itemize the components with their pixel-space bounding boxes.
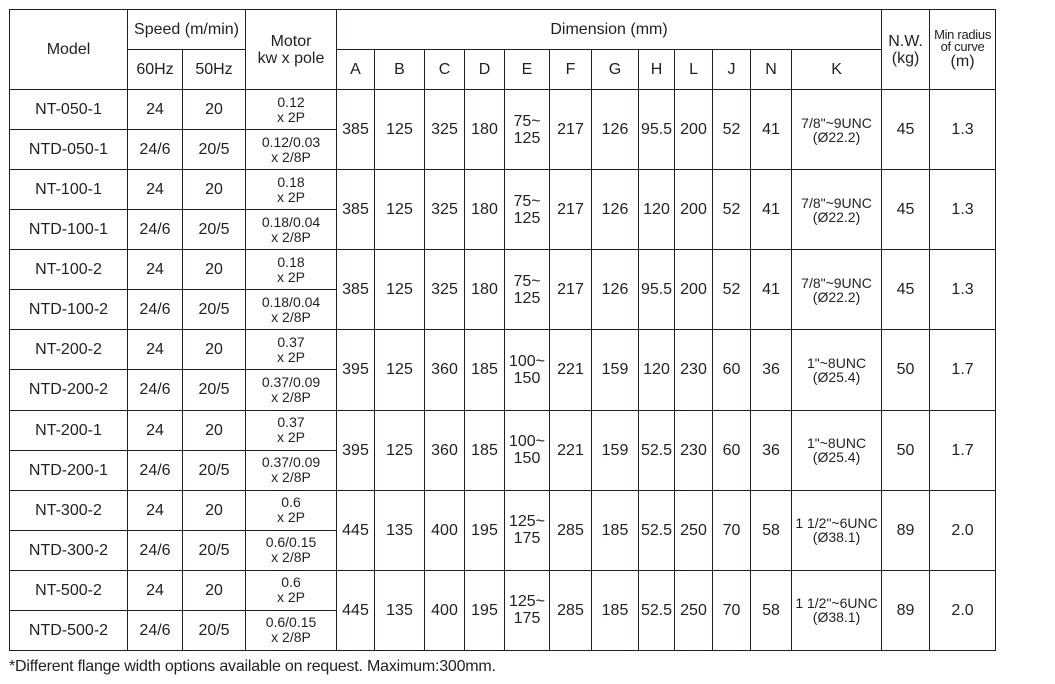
motor-cell bbox=[246, 490, 337, 530]
dim-e-max: 175 bbox=[513, 530, 541, 548]
motor-pole: x 2/8P bbox=[271, 228, 311, 245]
table-row bbox=[10, 330, 996, 370]
motor-kw: 0.12 bbox=[277, 93, 305, 110]
radius-cell: 1.7 bbox=[930, 330, 996, 410]
header-nw-line1: N.W. bbox=[888, 32, 923, 50]
motor-kw: 0.37 bbox=[277, 414, 305, 431]
speed-60hz-cell: 24 bbox=[128, 570, 183, 610]
radius-cell: 1.3 bbox=[930, 90, 996, 170]
radius-cell: 1.3 bbox=[930, 170, 996, 250]
dim-k-cell bbox=[792, 410, 882, 490]
dim-k-cell bbox=[792, 170, 882, 250]
dim-l-cell: 250 bbox=[675, 490, 713, 570]
dim-c-cell: 325 bbox=[425, 250, 465, 330]
header-dim-b: B bbox=[375, 50, 425, 90]
motor-kw: 0.37 bbox=[277, 333, 305, 350]
dim-l-cell: 200 bbox=[675, 170, 713, 250]
motor-kw: 0.18/0.04 bbox=[261, 213, 321, 230]
header-dim-g: G bbox=[592, 50, 639, 90]
dim-d-cell: 180 bbox=[465, 90, 505, 170]
dim-k-cell bbox=[792, 250, 882, 330]
table-row bbox=[10, 250, 996, 290]
header-dim-l: L bbox=[675, 50, 713, 90]
dim-b-cell: 135 bbox=[375, 490, 425, 570]
speed-60hz-cell: 24 bbox=[128, 490, 183, 530]
speed-60hz-cell: 24/6 bbox=[128, 290, 183, 330]
table-row bbox=[10, 90, 996, 130]
dim-e-min: 125~ bbox=[508, 513, 546, 531]
dim-k-cell bbox=[792, 490, 882, 570]
dim-g-cell: 159 bbox=[592, 330, 639, 410]
dim-n-cell: 41 bbox=[751, 90, 792, 170]
table-row bbox=[10, 490, 996, 530]
motor-pole: x 2/8P bbox=[271, 308, 311, 325]
header-nw-line2: (kg) bbox=[891, 49, 920, 67]
dim-l-cell: 200 bbox=[675, 250, 713, 330]
speed-60hz-cell: 24/6 bbox=[128, 530, 183, 570]
footnote: *Different flange width options available on request. Maximum:300mm. bbox=[9, 658, 496, 675]
dim-k-cell bbox=[792, 330, 882, 410]
dim-f-cell: 285 bbox=[550, 490, 592, 570]
speed-60hz-cell: 24 bbox=[128, 90, 183, 130]
dim-l-cell: 200 bbox=[675, 90, 713, 170]
dim-k-diameter: (Ø25.4) bbox=[812, 368, 861, 385]
motor-cell bbox=[246, 570, 337, 610]
dim-f-cell: 285 bbox=[550, 570, 592, 650]
motor-cell bbox=[246, 170, 337, 210]
header-50hz: 50Hz bbox=[183, 50, 246, 90]
header-radius bbox=[930, 10, 996, 90]
motor-kw: 0.18 bbox=[277, 173, 305, 190]
motor-kw: 0.37/0.09 bbox=[261, 373, 321, 390]
speed-50hz-cell: 20 bbox=[183, 250, 246, 290]
speed-50hz-cell: 20 bbox=[183, 410, 246, 450]
dim-g-cell: 185 bbox=[592, 490, 639, 570]
model-cell: NT-050-1 bbox=[10, 90, 128, 130]
header-model: Model bbox=[10, 10, 128, 90]
dim-k-thread: 7/8"~9UNC bbox=[801, 274, 872, 291]
dim-k-diameter: (Ø22.2) bbox=[812, 288, 861, 305]
dim-c-cell: 360 bbox=[425, 410, 465, 490]
dim-e-max: 125 bbox=[513, 129, 541, 147]
header-dimension: Dimension (mm) bbox=[337, 10, 882, 50]
dim-g-cell: 126 bbox=[592, 250, 639, 330]
motor-pole: x 2P bbox=[277, 429, 306, 446]
dim-k-thread: 1"~8UNC bbox=[807, 435, 867, 452]
nw-cell: 45 bbox=[882, 90, 930, 170]
dim-h-cell: 52.5 bbox=[639, 490, 675, 570]
dim-j-cell: 70 bbox=[713, 570, 751, 650]
motor-kw: 0.6/0.15 bbox=[265, 534, 317, 551]
speed-60hz-cell: 24 bbox=[128, 410, 183, 450]
dim-n-cell: 36 bbox=[751, 330, 792, 410]
speed-50hz-cell: 20/5 bbox=[183, 610, 246, 650]
header-radius-line1: Min radius bbox=[934, 27, 992, 42]
dim-e-cell bbox=[505, 170, 550, 250]
table-row bbox=[10, 170, 996, 210]
dim-n-cell: 58 bbox=[751, 490, 792, 570]
model-cell: NT-200-1 bbox=[10, 410, 128, 450]
dim-c-cell: 325 bbox=[425, 90, 465, 170]
model-cell: NT-100-2 bbox=[10, 250, 128, 290]
speed-60hz-cell: 24/6 bbox=[128, 210, 183, 250]
dim-e-cell bbox=[505, 490, 550, 570]
header-radius-line2: of curve bbox=[940, 39, 985, 54]
dim-e-cell bbox=[505, 410, 550, 490]
motor-cell bbox=[246, 250, 337, 290]
model-cell: NTD-100-2 bbox=[10, 290, 128, 330]
header-dim-f: F bbox=[550, 50, 592, 90]
dim-h-cell: 52.5 bbox=[639, 570, 675, 650]
header-motor-line2: kw x pole bbox=[257, 49, 325, 67]
dim-h-cell: 95.5 bbox=[639, 250, 675, 330]
speed-50hz-cell: 20 bbox=[183, 170, 246, 210]
motor-pole: x 2/8P bbox=[271, 469, 311, 486]
speed-50hz-cell: 20 bbox=[183, 90, 246, 130]
dim-e-cell bbox=[505, 250, 550, 330]
dim-k-thread: 1 1/2"~6UNC bbox=[795, 595, 878, 612]
header-dim-e: E bbox=[505, 50, 550, 90]
motor-cell bbox=[246, 330, 337, 370]
dim-f-cell: 217 bbox=[550, 90, 592, 170]
dim-e-max: 150 bbox=[513, 450, 541, 468]
speed-60hz-cell: 24/6 bbox=[128, 130, 183, 170]
dim-k-diameter: (Ø38.1) bbox=[812, 609, 861, 626]
dim-a-cell: 385 bbox=[337, 250, 375, 330]
model-cell: NTD-050-1 bbox=[10, 130, 128, 170]
speed-60hz-cell: 24 bbox=[128, 330, 183, 370]
speed-60hz-cell: 24/6 bbox=[128, 450, 183, 490]
motor-pole: x 2/8P bbox=[271, 629, 311, 646]
dim-j-cell: 70 bbox=[713, 490, 751, 570]
dim-d-cell: 185 bbox=[465, 410, 505, 490]
nw-cell: 45 bbox=[882, 250, 930, 330]
dim-a-cell: 395 bbox=[337, 330, 375, 410]
dim-n-cell: 36 bbox=[751, 410, 792, 490]
speed-50hz-cell: 20 bbox=[183, 570, 246, 610]
model-cell: NTD-500-2 bbox=[10, 610, 128, 650]
table-body bbox=[10, 90, 996, 651]
dim-f-cell: 221 bbox=[550, 410, 592, 490]
dim-k-thread: 7/8"~9UNC bbox=[801, 114, 872, 131]
header-dim-a: A bbox=[337, 50, 375, 90]
speed-60hz-cell: 24/6 bbox=[128, 610, 183, 650]
model-cell: NTD-300-2 bbox=[10, 530, 128, 570]
dim-b-cell: 125 bbox=[375, 410, 425, 490]
speed-60hz-cell: 24 bbox=[128, 250, 183, 290]
table-row bbox=[10, 570, 996, 610]
dim-g-cell: 185 bbox=[592, 570, 639, 650]
dim-a-cell: 395 bbox=[337, 410, 375, 490]
header-speed: Speed (m/min) bbox=[128, 10, 246, 50]
dim-a-cell: 385 bbox=[337, 170, 375, 250]
dim-a-cell: 445 bbox=[337, 570, 375, 650]
dim-k-cell bbox=[792, 90, 882, 170]
dim-j-cell: 52 bbox=[713, 90, 751, 170]
dim-e-min: 125~ bbox=[508, 593, 546, 611]
speed-50hz-cell: 20/5 bbox=[183, 450, 246, 490]
dim-e-max: 175 bbox=[513, 610, 541, 628]
header-dim-c: C bbox=[425, 50, 465, 90]
motor-pole: x 2/8P bbox=[271, 549, 311, 566]
dim-c-cell: 400 bbox=[425, 490, 465, 570]
nw-cell: 50 bbox=[882, 410, 930, 490]
nw-cell: 89 bbox=[882, 570, 930, 650]
dim-n-cell: 58 bbox=[751, 570, 792, 650]
motor-pole: x 2P bbox=[277, 188, 306, 205]
header-nw bbox=[882, 10, 930, 90]
model-cell: NT-500-2 bbox=[10, 570, 128, 610]
motor-kw: 0.6 bbox=[281, 494, 301, 511]
model-cell: NT-200-2 bbox=[10, 330, 128, 370]
model-cell: NT-100-1 bbox=[10, 170, 128, 210]
speed-50hz-cell: 20 bbox=[183, 330, 246, 370]
dim-h-cell: 95.5 bbox=[639, 90, 675, 170]
model-cell: NTD-200-2 bbox=[10, 370, 128, 410]
dim-d-cell: 185 bbox=[465, 330, 505, 410]
dim-g-cell: 126 bbox=[592, 170, 639, 250]
nw-cell: 89 bbox=[882, 490, 930, 570]
dim-l-cell: 250 bbox=[675, 570, 713, 650]
dim-e-cell bbox=[505, 570, 550, 650]
motor-cell bbox=[246, 370, 337, 410]
dim-e-max: 125 bbox=[513, 209, 541, 227]
dim-k-thread: 1 1/2"~6UNC bbox=[795, 515, 878, 532]
motor-kw: 0.18 bbox=[277, 253, 305, 270]
dim-n-cell: 41 bbox=[751, 170, 792, 250]
dim-k-thread: 7/8"~9UNC bbox=[801, 194, 872, 211]
model-cell: NTD-100-1 bbox=[10, 210, 128, 250]
dim-c-cell: 325 bbox=[425, 170, 465, 250]
dim-e-cell bbox=[505, 90, 550, 170]
dim-b-cell: 125 bbox=[375, 330, 425, 410]
dim-d-cell: 180 bbox=[465, 250, 505, 330]
dim-e-min: 75~ bbox=[513, 272, 541, 290]
speed-50hz-cell: 20/5 bbox=[183, 210, 246, 250]
dim-a-cell: 445 bbox=[337, 490, 375, 570]
motor-cell bbox=[246, 130, 337, 170]
speed-50hz-cell: 20 bbox=[183, 490, 246, 530]
motor-cell bbox=[246, 610, 337, 650]
motor-pole: x 2/8P bbox=[271, 148, 311, 165]
dim-j-cell: 60 bbox=[713, 330, 751, 410]
dim-f-cell: 217 bbox=[550, 250, 592, 330]
dim-e-min: 100~ bbox=[508, 352, 546, 370]
motor-kw: 0.12/0.03 bbox=[261, 133, 321, 150]
dim-d-cell: 180 bbox=[465, 170, 505, 250]
model-cell: NTD-200-1 bbox=[10, 450, 128, 490]
dim-k-diameter: (Ø38.1) bbox=[812, 529, 861, 546]
dim-b-cell: 125 bbox=[375, 90, 425, 170]
motor-pole: x 2/8P bbox=[271, 388, 311, 405]
dim-h-cell: 120 bbox=[639, 170, 675, 250]
dim-h-cell: 52.5 bbox=[639, 410, 675, 490]
nw-cell: 45 bbox=[882, 170, 930, 250]
header-dim-j: J bbox=[713, 50, 751, 90]
motor-kw: 0.6/0.15 bbox=[265, 614, 317, 631]
header-motor-line1: Motor bbox=[270, 32, 312, 50]
header-motor bbox=[246, 10, 337, 90]
motor-cell bbox=[246, 210, 337, 250]
motor-pole: x 2P bbox=[277, 509, 306, 526]
dim-n-cell: 41 bbox=[751, 250, 792, 330]
dim-e-min: 100~ bbox=[508, 433, 546, 451]
nw-cell: 50 bbox=[882, 330, 930, 410]
dim-e-max: 125 bbox=[513, 289, 541, 307]
dim-k-diameter: (Ø22.2) bbox=[812, 128, 861, 145]
motor-cell bbox=[246, 90, 337, 130]
dim-l-cell: 230 bbox=[675, 330, 713, 410]
dim-b-cell: 135 bbox=[375, 570, 425, 650]
header-dim-n: N bbox=[751, 50, 792, 90]
motor-cell bbox=[246, 530, 337, 570]
header-dim-k: K bbox=[792, 50, 882, 90]
dim-j-cell: 60 bbox=[713, 410, 751, 490]
speed-50hz-cell: 20/5 bbox=[183, 130, 246, 170]
radius-cell: 2.0 bbox=[930, 570, 996, 650]
dim-c-cell: 400 bbox=[425, 570, 465, 650]
header-60hz: 60Hz bbox=[128, 50, 183, 90]
radius-cell: 1.3 bbox=[930, 250, 996, 330]
header-dim-h: H bbox=[639, 50, 675, 90]
motor-pole: x 2P bbox=[277, 348, 306, 365]
motor-kw: 0.37/0.09 bbox=[261, 454, 321, 471]
dim-d-cell: 195 bbox=[465, 570, 505, 650]
header-dim-d: D bbox=[465, 50, 505, 90]
motor-cell bbox=[246, 410, 337, 450]
motor-pole: x 2P bbox=[277, 589, 306, 606]
dim-l-cell: 230 bbox=[675, 410, 713, 490]
dim-j-cell: 52 bbox=[713, 250, 751, 330]
dim-b-cell: 125 bbox=[375, 250, 425, 330]
dim-e-min: 75~ bbox=[513, 112, 541, 130]
spec-table bbox=[9, 9, 996, 651]
radius-cell: 2.0 bbox=[930, 490, 996, 570]
table-row bbox=[10, 410, 996, 450]
dim-e-cell bbox=[505, 330, 550, 410]
speed-50hz-cell: 20/5 bbox=[183, 290, 246, 330]
dim-k-diameter: (Ø22.2) bbox=[812, 208, 861, 225]
radius-cell: 1.7 bbox=[930, 410, 996, 490]
dim-h-cell: 120 bbox=[639, 330, 675, 410]
dim-f-cell: 221 bbox=[550, 330, 592, 410]
speed-60hz-cell: 24 bbox=[128, 170, 183, 210]
motor-pole: x 2P bbox=[277, 108, 306, 125]
dim-b-cell: 125 bbox=[375, 170, 425, 250]
dim-f-cell: 217 bbox=[550, 170, 592, 250]
motor-kw: 0.6 bbox=[281, 574, 301, 591]
model-cell: NT-300-2 bbox=[10, 490, 128, 530]
dim-k-diameter: (Ø25.4) bbox=[812, 449, 861, 466]
speed-50hz-cell: 20/5 bbox=[183, 530, 246, 570]
motor-cell bbox=[246, 450, 337, 490]
motor-cell bbox=[246, 290, 337, 330]
dim-a-cell: 385 bbox=[337, 90, 375, 170]
dim-g-cell: 126 bbox=[592, 90, 639, 170]
dim-g-cell: 159 bbox=[592, 410, 639, 490]
dim-k-thread: 1"~8UNC bbox=[807, 354, 867, 371]
motor-pole: x 2P bbox=[277, 268, 306, 285]
motor-kw: 0.18/0.04 bbox=[261, 293, 321, 310]
dim-e-max: 150 bbox=[513, 369, 541, 387]
speed-60hz-cell: 24/6 bbox=[128, 370, 183, 410]
dim-j-cell: 52 bbox=[713, 170, 751, 250]
speed-50hz-cell: 20/5 bbox=[183, 370, 246, 410]
header-radius-line3: (m) bbox=[950, 53, 975, 70]
dim-c-cell: 360 bbox=[425, 330, 465, 410]
dim-e-min: 75~ bbox=[513, 192, 541, 210]
dim-d-cell: 195 bbox=[465, 490, 505, 570]
dim-k-cell bbox=[792, 570, 882, 650]
